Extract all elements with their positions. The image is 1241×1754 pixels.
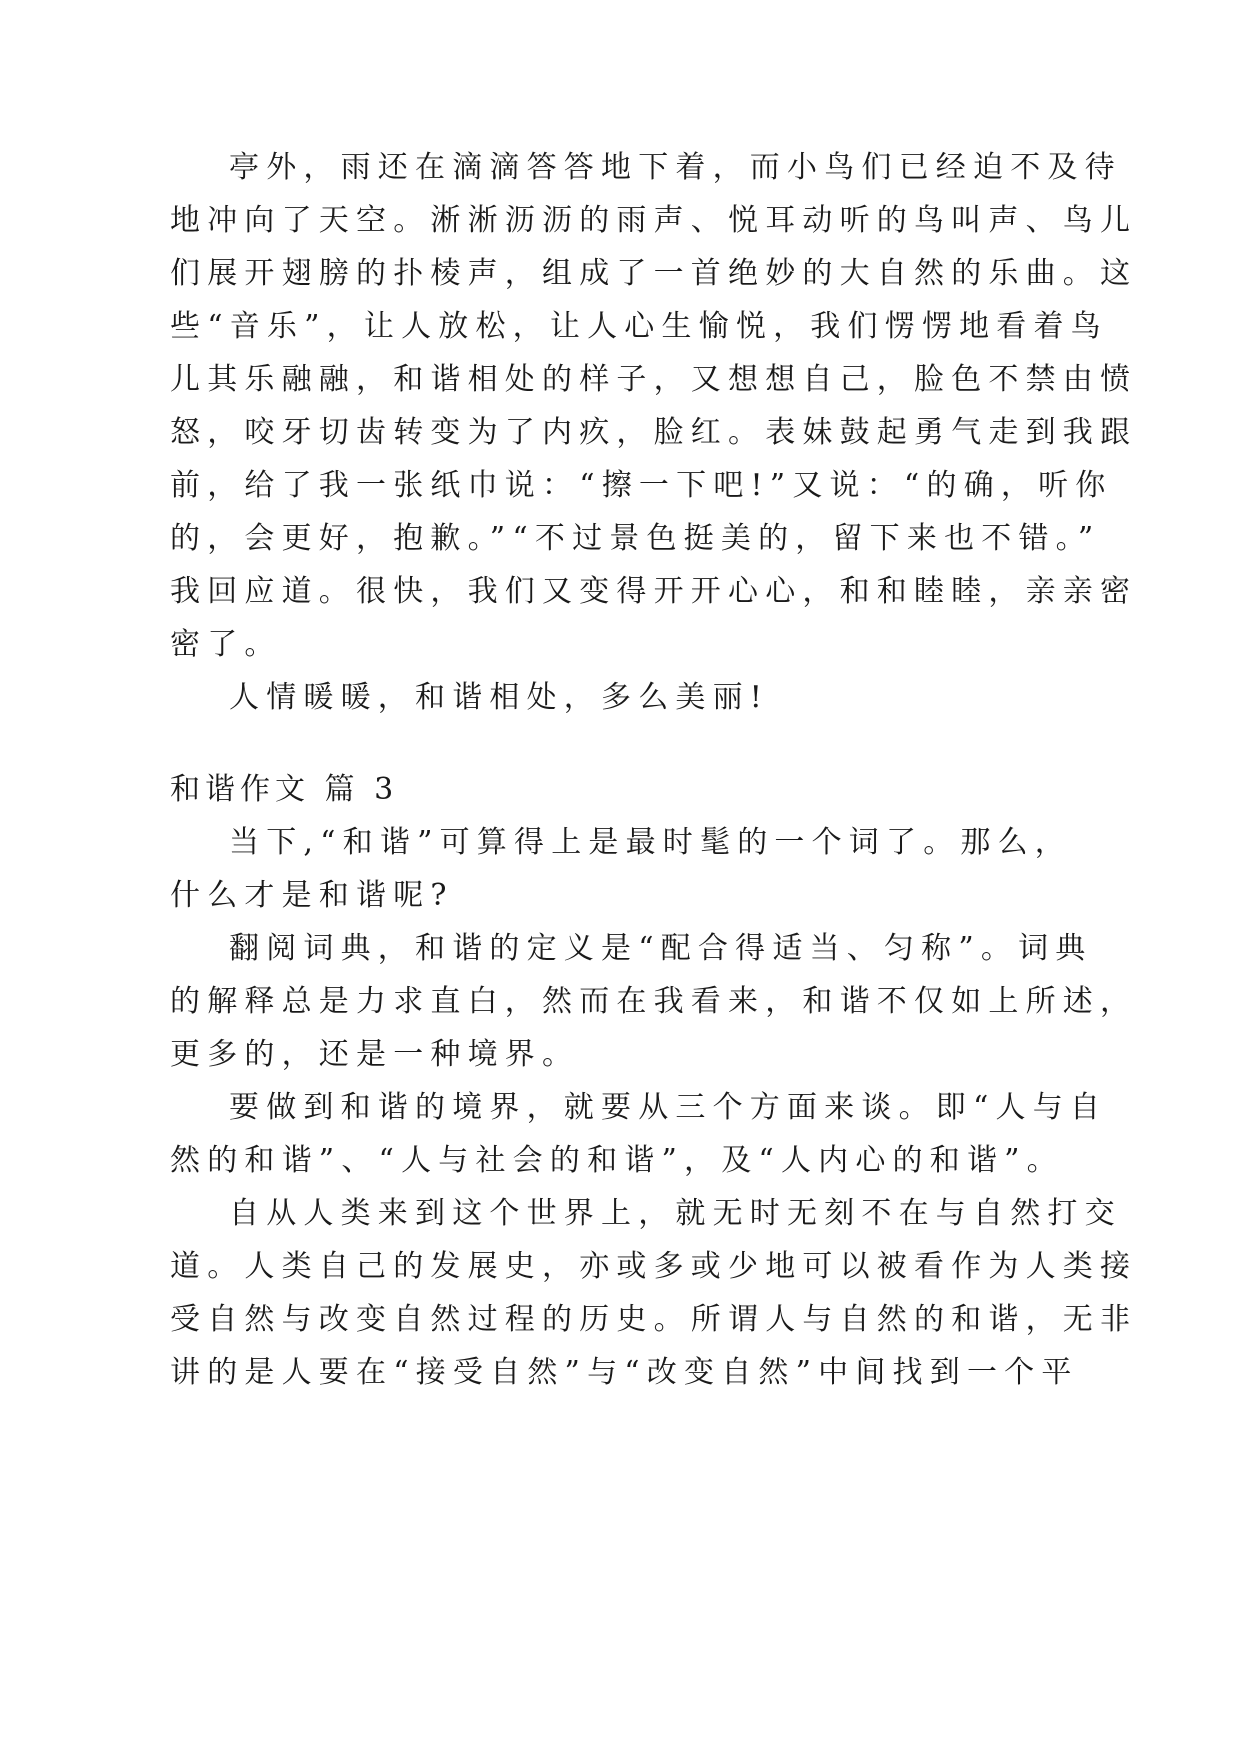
paragraph-line: 然的和谐”、“人与社会的和谐”，及“人内心的和谐”。 [170,1143,1064,1178]
paragraph-line: 什么才是和谐呢? [170,878,454,913]
paragraph-line: 自从人类来到这个世界上，就无时无刻不在与自然打交 [229,1196,1122,1231]
paragraph-line: 儿其乐融融，和谐相处的样子，又想想自己，脸色不禁由愤 [170,362,1138,397]
paragraph-line: 地冲向了天空。淅淅沥沥的雨声、悦耳动听的鸟叫声、鸟儿 [170,203,1138,238]
paragraph-line: 更多的，还是一种境界。 [170,1037,580,1072]
paragraph-line: 当下,“和谐”可算得上是最时髦的一个词了。那么， [229,825,1073,860]
paragraph-line: 的解释总是力求直白，然而在我看来，和谐不仅如上所述， [170,984,1138,1019]
paragraph-line: 我回应道。很快，我们又变得开开心心，和和睦睦，亲亲密 [170,574,1138,609]
paragraph-line: 们展开翅膀的扑棱声，组成了一首绝妙的大自然的乐曲。这 [170,256,1138,291]
paragraph-line: 亭外，雨还在滴滴答答地下着，而小鸟们已经迫不及待 [229,150,1122,185]
paragraph-line: 道。人类自己的发展史，亦或多或少地可以被看作为人类接 [170,1249,1138,1284]
paragraph-line: 人情暖暖，和谐相处，多么美丽! [229,680,770,715]
paragraph-line: 些“音乐”，让人放松，让人心生愉悦，我们愣愣地看着鸟 [170,309,1108,344]
paragraph-line: 怒，咬牙切齿转变为了内疚，脸红。表妹鼓起勇气走到我跟 [170,415,1138,450]
paragraph-line: 受自然与改变自然过程的历史。所谓人与自然的和谐，无非 [170,1302,1138,1337]
paragraph-line: 要做到和谐的境界，就要从三个方面来谈。即“人与自 [229,1090,1108,1125]
paragraph-line: 翻阅词典，和谐的定义是“配合得适当、匀称”。词典 [229,931,1093,966]
paragraph-line: 密了。 [170,627,282,662]
paragraph-line: 讲的是人要在“接受自然”与“改变自然”中间找到一个平 [170,1355,1079,1390]
paragraph-line: 的，会更好，抱歉。”“不过景色挺美的，留下来也不错。” [170,521,1101,556]
section-heading: 和谐作文 篇 3 [170,772,399,807]
paragraph-line: 前，给了我一张纸巾说：“擦一下吧!”又说：“的确，听你 [170,468,1113,503]
